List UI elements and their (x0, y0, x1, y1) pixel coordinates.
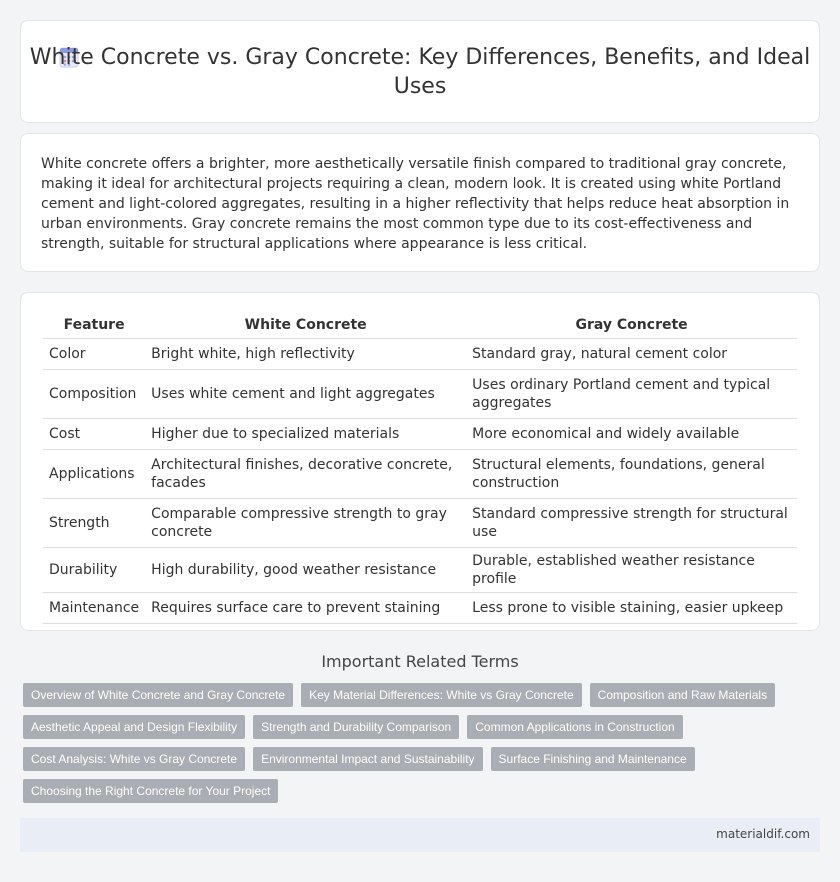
intro-paragraph: White concrete offers a brighter, more aesthetically versatile finish compared to traditional gray concrete, making it ideal for architectural projects requiring a clean, modern look. It is created using white Portland cement and light-colored aggregates, resulting in a higher reflectivity that helps reduce heat absorption in urban environments. Gray concrete remains the most common type due to its cost-effectiveness and strength, suitable for structural applications where appearance is less critical. (41, 156, 790, 252)
table-cell: Structural elements, foundations, general construction (466, 449, 797, 498)
table-cell: High durability, good weather resistance (145, 547, 466, 592)
related-terms-list (23, 683, 823, 811)
footer (20, 818, 820, 852)
related-term-tag[interactable]: Composition and Raw Materials (590, 683, 775, 707)
comparison-table-card (20, 292, 820, 631)
footer-site-link[interactable]: materialdif.com (716, 827, 810, 841)
table-cell: Maintenance (43, 592, 145, 623)
table-cell: Higher due to specialized materials (145, 418, 466, 449)
related-term-tag[interactable]: Environmental Impact and Sustainability (253, 747, 482, 771)
related-term-tag[interactable]: Strength and Durability Comparison (253, 715, 459, 739)
related-term-tag[interactable]: Key Material Differences: White vs Gray Concrete (301, 683, 582, 707)
related-terms-title: Important Related Terms (321, 652, 519, 671)
table-cell: Architectural finishes, decorative concrete, facades (145, 449, 466, 498)
table-cell: Uses ordinary Portland cement and typical aggregates (466, 369, 797, 418)
header-white-concrete: White Concrete (145, 313, 466, 338)
table-cell: Strength (43, 498, 145, 547)
table-header-row (43, 313, 797, 338)
table-cell: Standard compressive strength for structural use (466, 498, 797, 547)
related-term-tag[interactable]: Surface Finishing and Maintenance (491, 747, 695, 771)
table-cell: Uses white cement and light aggregates (145, 369, 466, 418)
table-row (43, 498, 797, 547)
table-row (43, 418, 797, 449)
page-title: White Concrete vs. Gray Concrete: Key Differences, Benefits, and Ideal Uses (29, 45, 811, 99)
related-term-tag[interactable]: Cost Analysis: White vs Gray Concrete (23, 747, 245, 771)
intro-card (20, 133, 820, 272)
table-cell: Composition (43, 369, 145, 418)
table-cell: Requires surface care to prevent staining (145, 592, 466, 623)
table-cell: Applications (43, 449, 145, 498)
table-row (43, 592, 797, 623)
table-cell: Durable, established weather resistance profile (466, 547, 797, 592)
related-term-tag[interactable]: Overview of White Concrete and Gray Concrete (23, 683, 293, 707)
table-cell: Bright white, high reflectivity (145, 338, 466, 369)
table-cell: Standard gray, natural cement color (466, 338, 797, 369)
related-term-tag[interactable]: Choosing the Right Concrete for Your Project (23, 779, 278, 803)
table-cell: Durability (43, 547, 145, 592)
related-term-tag[interactable]: Aesthetic Appeal and Design Flexibility (23, 715, 245, 739)
related-term-tag[interactable]: Common Applications in Construction (467, 715, 682, 739)
table-row (43, 369, 797, 418)
table-cell: Color (43, 338, 145, 369)
table-cell: More economical and widely available (466, 418, 797, 449)
table-row (43, 547, 797, 592)
table-cell: Comparable compressive strength to gray concrete (145, 498, 466, 547)
header-card (20, 20, 820, 123)
table-row (43, 449, 797, 498)
header-gray-concrete: Gray Concrete (466, 313, 797, 338)
table-cell: Less prone to visible staining, easier upkeep (466, 592, 797, 623)
header-feature: Feature (43, 313, 145, 338)
comparison-table (43, 313, 797, 624)
table-cell: Cost (43, 418, 145, 449)
table-row (43, 338, 797, 369)
